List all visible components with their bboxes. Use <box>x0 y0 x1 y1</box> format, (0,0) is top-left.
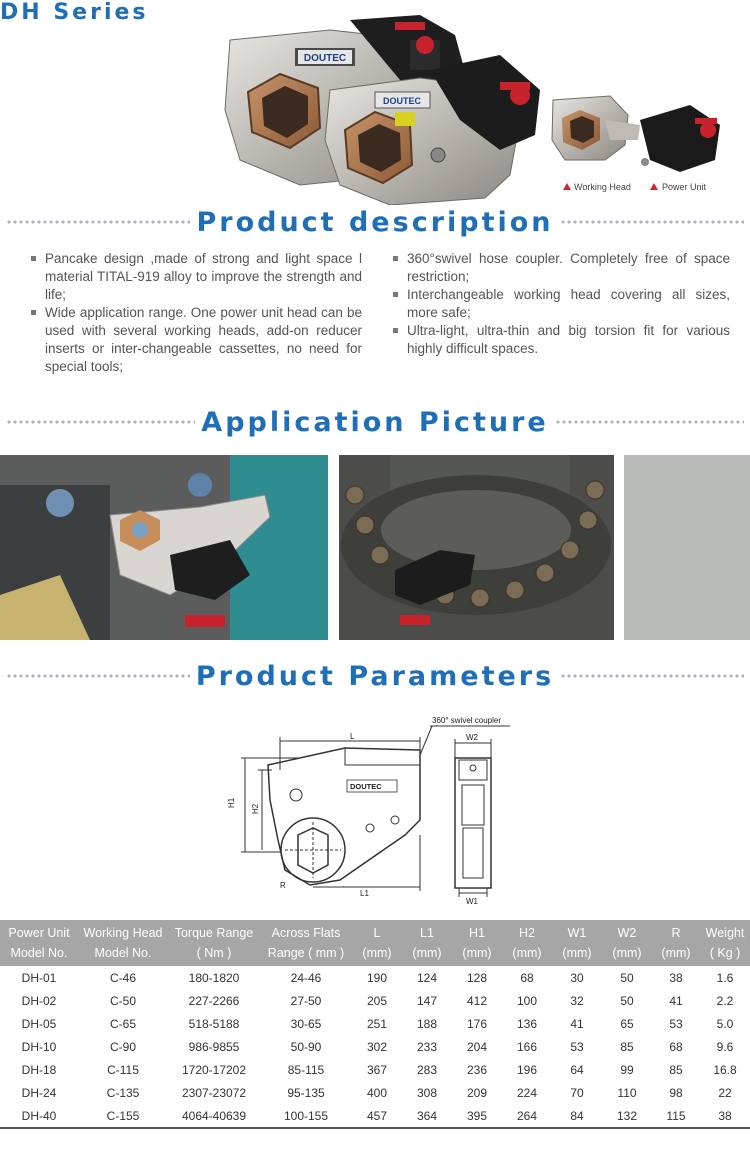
dim-label-W1: W1 <box>466 897 478 906</box>
table-cell: 308 <box>416 1085 438 1100</box>
table-cell: 53 <box>570 1039 584 1054</box>
table-cell: 95-135 <box>287 1085 325 1100</box>
table-cell: 518-5188 <box>188 1016 240 1031</box>
description-list-left <box>30 250 362 376</box>
table-cell: C-115 <box>107 1062 139 1077</box>
table-header-text: Torque Range <box>174 926 254 940</box>
parameters-table <box>0 920 750 1129</box>
table-cell: 41 <box>669 993 683 1008</box>
dim-label-L: L <box>350 732 355 741</box>
table-cell: C-65 <box>109 1016 136 1031</box>
tool-small-working-head <box>552 96 640 160</box>
table-cell: 251 <box>366 1016 388 1031</box>
swivel-coupler-label: 360° swivel coupler <box>432 716 502 725</box>
table-cell: 68 <box>520 970 534 985</box>
table-header-text: Model No. <box>10 946 68 960</box>
power-unit-marker-icon <box>650 183 658 190</box>
table-cell: C-155 <box>78 1104 168 1128</box>
brand-label-front: DOUTEC <box>383 96 421 106</box>
table-cell: 1.6 <box>716 970 734 985</box>
description-item: Interchangeable working head covering all sizes, more safe; <box>392 286 730 322</box>
dim-label-L1: L1 <box>360 889 369 898</box>
section-application-picture <box>0 406 750 438</box>
table-cell: 224 <box>516 1085 538 1100</box>
table-cell: 53 <box>669 1016 683 1031</box>
table-cell: 395 <box>452 1104 502 1128</box>
table-cell: 264 <box>502 1104 552 1128</box>
table-header-text: L <box>373 926 381 940</box>
table-cell: C-50 <box>109 993 136 1008</box>
description-item: Pancake design ,made of strong and light space l material TITAL-919 alloy to improve the strength and life; <box>30 250 362 304</box>
table-header-text: H1 <box>469 926 485 940</box>
table-header-cell <box>260 920 352 966</box>
legend <box>563 182 707 192</box>
table-cell: 188 <box>416 1016 438 1031</box>
description-item: Ultra-light, ultra-thin and big torsion fit for various highly difficult spaces. <box>392 322 730 358</box>
section-title-parameters: Product Parameters <box>195 660 555 692</box>
table-cell: 227-2266 <box>188 993 240 1008</box>
table-header-cell <box>652 920 700 966</box>
table-cell: 50 <box>620 993 634 1008</box>
legend-power-unit: Power Unit <box>662 182 707 192</box>
table-row <box>0 1012 750 1035</box>
table-cell: 147 <box>416 993 438 1008</box>
table-cell: 364 <box>402 1104 452 1128</box>
table-cell: DH-02 <box>21 993 57 1008</box>
table-header-cell <box>452 920 502 966</box>
table-cell: 190 <box>366 970 388 985</box>
table-cell: DH-24 <box>21 1085 57 1100</box>
table-cell: DH-18 <box>21 1062 57 1077</box>
description-item: 360°swivel hose coupler. Completely free of space restriction; <box>392 250 730 286</box>
table-cell: 2307-23072 <box>181 1085 247 1100</box>
divider-dots-right <box>555 420 744 424</box>
tool-small-power-unit <box>640 105 720 172</box>
table-cell: 236 <box>466 1062 488 1077</box>
table-cell: DH-10 <box>21 1039 57 1054</box>
table-cell: 233 <box>416 1039 438 1054</box>
dim-label-R: R <box>280 881 286 890</box>
table-header-text: ( Kg ) <box>709 946 741 960</box>
section-title-description: Product description <box>196 206 554 238</box>
product-description <box>30 250 730 376</box>
table-header-text: W2 <box>617 926 637 940</box>
table-header-text: W1 <box>567 926 587 940</box>
table-header-text: R <box>671 926 681 940</box>
table-cell: 986-9855 <box>188 1039 240 1054</box>
table-header-text: ( Nm ) <box>196 946 232 960</box>
table-header-cell <box>602 920 652 966</box>
table-cell: 65 <box>620 1016 634 1031</box>
table-cell: 5.0 <box>716 1016 734 1031</box>
series-title: DH Series <box>0 0 149 25</box>
table-cell: C-46 <box>109 970 136 985</box>
table-cell: 68 <box>669 1039 683 1054</box>
table-header-text: Weight <box>705 926 745 940</box>
table-row <box>0 1035 750 1058</box>
table-header-cell <box>0 920 78 966</box>
table-header-text: Model No. <box>94 946 152 960</box>
table-cell: 110 <box>617 1085 637 1100</box>
dim-label-H2: H2 <box>251 803 260 814</box>
table-header-text: H2 <box>519 926 535 940</box>
table-cell: 99 <box>620 1062 634 1077</box>
table-cell: 132 <box>602 1104 652 1128</box>
dim-label-H1: H1 <box>227 797 236 808</box>
working-head-marker-icon <box>563 183 571 190</box>
table-row <box>0 1058 750 1081</box>
application-photo-1 <box>0 455 328 640</box>
application-photos <box>0 455 750 640</box>
legend-working-head: Working Head <box>574 182 631 192</box>
table-cell: 128 <box>466 970 488 985</box>
divider-dots-left <box>6 420 195 424</box>
table-cell: 412 <box>466 993 488 1008</box>
table-header-row <box>0 920 750 966</box>
table-header-text: Working Head <box>83 926 163 940</box>
table-cell: 38 <box>669 970 683 985</box>
section-title-application: Application Picture <box>201 406 549 438</box>
application-photo-2 <box>339 455 614 640</box>
application-photo-3 <box>624 455 750 640</box>
table-header-text: (mm) <box>362 946 392 960</box>
table-cell: 85 <box>669 1062 683 1077</box>
table-header-cell <box>502 920 552 966</box>
table-header-text: (mm) <box>512 946 542 960</box>
dimension-diagram <box>0 710 750 910</box>
table-cell: 22 <box>718 1085 732 1100</box>
table-header-text: (mm) <box>462 946 492 960</box>
table-header-text: (mm) <box>562 946 592 960</box>
table-cell: 302 <box>366 1039 388 1054</box>
table-cell: 84 <box>552 1104 602 1128</box>
table-header-cell <box>552 920 602 966</box>
table-cell: 100 <box>516 993 538 1008</box>
table-cell: 27-50 <box>290 993 322 1008</box>
table-cell: C-135 <box>106 1085 140 1100</box>
table-body <box>0 966 750 1128</box>
table-cell: 24-46 <box>290 970 322 985</box>
table-cell: 30-65 <box>290 1016 322 1031</box>
table-cell: 30 <box>570 970 584 985</box>
table-row <box>0 1104 750 1128</box>
table-cell: C-90 <box>109 1039 136 1054</box>
table-cell: 1720-17202 <box>181 1062 247 1077</box>
table-row <box>0 989 750 1012</box>
table-cell: 100-155 <box>260 1104 352 1128</box>
table-header-text: (mm) <box>412 946 442 960</box>
section-product-description <box>0 206 750 238</box>
table-cell: 196 <box>516 1062 538 1077</box>
table-header-text: Range ( mm ) <box>267 946 345 960</box>
table-header-cell <box>168 920 260 966</box>
table-header-text: L1 <box>420 926 434 940</box>
table-cell: 9.6 <box>716 1039 734 1054</box>
table-cell: 457 <box>352 1104 402 1128</box>
table-cell: 367 <box>366 1062 388 1077</box>
table-cell: 209 <box>466 1085 488 1100</box>
description-list-right <box>392 250 730 376</box>
table-header-cell <box>402 920 452 966</box>
description-item: Wide application range. One power unit head can be used with several working heads, add-on reducer inserts or inter-changeable cassettes, no need for special tools; <box>30 304 362 376</box>
table-header-text: (mm) <box>612 946 642 960</box>
divider-dots-right <box>560 674 744 678</box>
table-cell: 166 <box>516 1039 538 1054</box>
table-cell: 98 <box>669 1085 683 1100</box>
table-cell: 283 <box>416 1062 438 1077</box>
table-cell: 50 <box>620 970 634 985</box>
table-cell: 85-115 <box>287 1062 325 1077</box>
table-cell: DH-01 <box>21 970 57 985</box>
table-header-cell <box>352 920 402 966</box>
table-cell: DH-40 <box>0 1104 78 1128</box>
table-cell: 205 <box>366 993 388 1008</box>
table-cell: 4064-40639 <box>168 1104 260 1128</box>
table-cell: 180-1820 <box>188 970 240 985</box>
table-cell: 50-90 <box>290 1039 322 1054</box>
table-cell: 115 <box>652 1104 700 1128</box>
table-cell: 16.8 <box>713 1062 737 1077</box>
table-cell: 204 <box>466 1039 488 1054</box>
table-cell: 124 <box>416 970 438 985</box>
table-header-cell <box>700 920 750 966</box>
divider-dots-right <box>560 220 744 224</box>
table-header-text: (mm) <box>661 946 691 960</box>
divider-dots-left <box>6 674 190 678</box>
dim-label-W2: W2 <box>466 733 478 742</box>
table-cell: 41 <box>570 1016 584 1031</box>
diagram-brand-label: DOUTEC <box>350 782 382 791</box>
table-row <box>0 966 750 989</box>
table-cell: 136 <box>516 1016 538 1031</box>
table-cell: 38 <box>700 1104 750 1128</box>
table-header-cell <box>78 920 168 966</box>
table-row <box>0 1081 750 1104</box>
section-product-parameters <box>0 660 750 692</box>
table-cell: 64 <box>570 1062 584 1077</box>
table-cell: 400 <box>366 1085 388 1100</box>
table-cell: 176 <box>466 1016 488 1031</box>
table-cell: 32 <box>570 993 584 1008</box>
hero-product-image <box>0 0 750 205</box>
divider-dots-left <box>6 220 190 224</box>
table-cell: 70 <box>570 1085 584 1100</box>
table-header-text: Power Unit <box>8 926 70 940</box>
table-cell: 85 <box>620 1039 634 1054</box>
table-header-text: Across Flats <box>271 926 341 940</box>
table-cell: DH-05 <box>21 1016 57 1031</box>
brand-label: DOUTEC <box>303 53 347 64</box>
table-cell: 2.2 <box>716 993 734 1008</box>
